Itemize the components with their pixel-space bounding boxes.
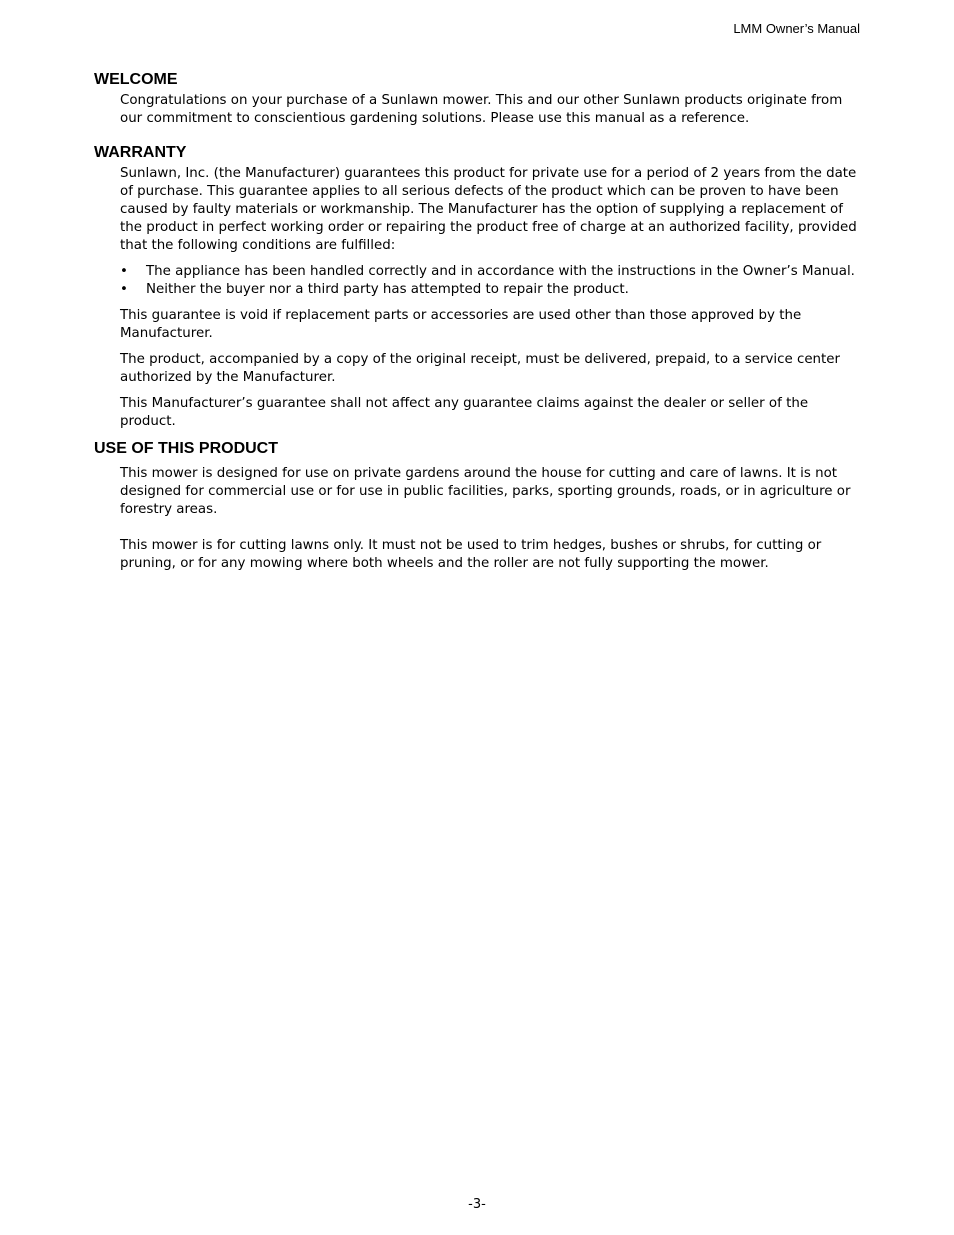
section-heading: WELCOME — [94, 71, 178, 88]
paragraph: The product, accompanied by a copy of the original receipt, must be delivered, prepaid, to a service center authorized by the Manufacturer. — [120, 352, 841, 385]
paragraph: This mower is designed for use on private gardens around the house for cutting and care of lawns. It is not designed for commercial use or for use in public facilities, parks, sporting grounds, roads, or in agriculture or forestry areas. — [120, 466, 851, 517]
bullet-icon: • — [120, 282, 128, 297]
bullet-list — [120, 263, 862, 299]
section-body — [94, 92, 862, 128]
section-body — [94, 165, 862, 431]
section-welcome — [94, 70, 862, 128]
paragraph: This Manufacturer’s guarantee shall not affect any guarantee claims against the dealer or seller of the product. — [120, 396, 809, 429]
running-header: LMM Owner’s Manual — [733, 21, 860, 36]
bullet-text: The appliance has been handled correctly and in accordance with the instructions in the Owner’s Manual. — [146, 264, 855, 279]
paragraph: Sunlawn, Inc. (the Manufacturer) guarantees this product for private use for a period of 2 years from the date of purchase. This guarantee applies to all serious defects of the product which can be proven to have been caused by faulty materials or workmanship. The Manufacturer has the option of supplying a replacement of the product in perfect working order or repairing the product free of charge at an authorized facility, provided that the following conditions are fulfilled: — [120, 166, 857, 253]
page-number: -3- — [468, 1197, 486, 1212]
section-heading: USE OF THIS PRODUCT — [94, 440, 279, 457]
list-item — [120, 281, 862, 299]
paragraph: This mower is for cutting lawns only. It must not be used to trim hedges, bushes or shrubs, for cutting or pruning, or for any mowing where both wheels and the roller are not fully supporting the mower. — [120, 538, 822, 571]
paragraph: Congratulations on your purchase of a Sunlawn mower. This and our other Sunlawn products originate from our commitment to conscientious gardening solutions. Please use this manual as a reference. — [120, 93, 843, 126]
section-use — [94, 439, 862, 573]
bullet-icon: • — [120, 264, 128, 279]
paragraph: This guarantee is void if replacement parts or accessories are used other than those approved by the Manufacturer. — [120, 308, 802, 341]
list-item — [120, 263, 862, 281]
section-heading: WARRANTY — [94, 144, 187, 161]
section-warranty — [94, 143, 862, 431]
document-body — [94, 70, 862, 581]
bullet-text: Neither the buyer nor a third party has attempted to repair the product. — [146, 282, 629, 297]
section-body — [94, 465, 862, 573]
